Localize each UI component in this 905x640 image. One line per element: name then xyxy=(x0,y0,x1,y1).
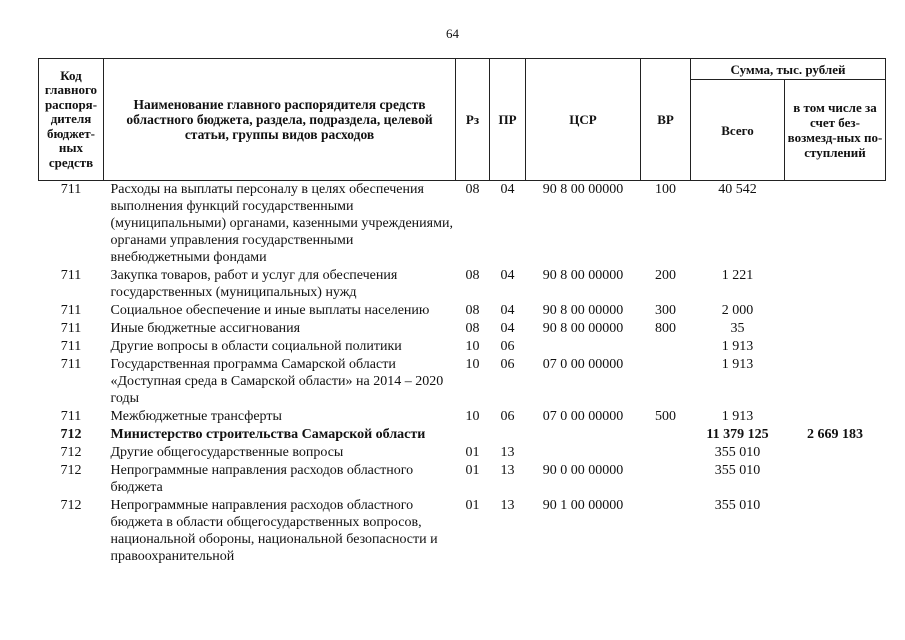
cell-rz xyxy=(456,426,490,444)
cell-code: 711 xyxy=(60,321,82,336)
cell-name: Социальное обеспечение и иные выплаты населению xyxy=(110,303,430,318)
cell-csr: 90 8 00 00000 xyxy=(542,321,624,336)
cell-rz: 01 xyxy=(465,498,480,513)
cell-csr: 07 0 00 00000 xyxy=(542,409,624,424)
cell-total: 35 xyxy=(730,321,745,336)
table-row xyxy=(39,356,886,408)
cell-name: Другие вопросы в области социальной политики xyxy=(110,339,402,354)
cell-pr: 13 xyxy=(500,445,515,460)
cell-rz: 08 xyxy=(465,303,480,318)
cell-rz: 08 xyxy=(465,268,480,283)
table-row xyxy=(39,462,886,497)
cell-vr xyxy=(641,338,691,356)
cell-pr: 06 xyxy=(500,409,515,424)
cell-total: 355 010 xyxy=(714,463,761,478)
cell-rz: 08 xyxy=(465,182,480,197)
header-vr: ВР xyxy=(641,59,691,181)
cell-pr: 04 xyxy=(500,321,515,336)
cell-total: 2 000 xyxy=(721,303,754,318)
cell-rz: 10 xyxy=(465,357,480,372)
table-row xyxy=(39,302,886,320)
table-row xyxy=(39,181,886,268)
table-row xyxy=(39,267,886,302)
cell-csr: 07 0 00 00000 xyxy=(542,357,624,372)
cell-vr xyxy=(641,444,691,462)
cell-free xyxy=(785,181,886,268)
cell-free xyxy=(785,267,886,302)
cell-free xyxy=(785,320,886,338)
cell-name: Государственная программа Самарской области «Доступная среда в Самарской области» на 2014 – 2020 годы xyxy=(110,357,444,406)
cell-code: 712 xyxy=(60,498,82,513)
cell-free xyxy=(785,338,886,356)
header-free: в том числе за счет без-возмезд-ных по-ступлений xyxy=(785,80,886,181)
cell-name: Другие общегосударственные вопросы xyxy=(110,445,344,460)
header-rz: Рз xyxy=(456,59,490,181)
cell-name: Непрограммные направления расходов областного бюджета в области общегосударственных вопросов, национальной обороны, национальной безопасности и правоохранительной xyxy=(110,498,438,564)
cell-code: 712 xyxy=(60,427,82,442)
cell-total: 1 913 xyxy=(721,339,754,354)
cell-name: Министерство строительства Самарской области xyxy=(110,427,426,442)
cell-free xyxy=(785,462,886,497)
cell-free xyxy=(785,356,886,408)
table-row xyxy=(39,408,886,426)
cell-vr xyxy=(641,497,691,566)
cell-code: 711 xyxy=(60,182,82,197)
table-row xyxy=(39,320,886,338)
cell-vr: 200 xyxy=(655,268,676,283)
table-row xyxy=(39,497,886,566)
cell-vr xyxy=(641,462,691,497)
cell-vr: 300 xyxy=(655,303,676,318)
cell-pr: 04 xyxy=(500,182,515,197)
cell-rz: 10 xyxy=(465,339,480,354)
cell-vr: 100 xyxy=(655,182,676,197)
cell-total: 355 010 xyxy=(714,498,761,513)
header-sum-group: Сумма, тыс. рублей xyxy=(691,59,886,80)
cell-rz: 01 xyxy=(465,445,480,460)
cell-csr xyxy=(526,338,641,356)
cell-name: Межбюджетные трансферты xyxy=(110,409,282,424)
cell-total: 1 221 xyxy=(721,268,754,283)
cell-free xyxy=(785,444,886,462)
header-total: Всего xyxy=(691,80,785,181)
cell-vr: 800 xyxy=(655,321,676,336)
cell-code: 711 xyxy=(60,409,82,424)
cell-total: 355 010 xyxy=(714,445,761,460)
cell-pr: 13 xyxy=(500,463,515,478)
cell-pr: 04 xyxy=(500,303,515,318)
cell-csr: 90 1 00 00000 xyxy=(542,498,624,513)
cell-vr xyxy=(641,426,691,444)
cell-rz: 10 xyxy=(465,409,480,424)
cell-pr: 13 xyxy=(500,498,515,513)
cell-pr: 06 xyxy=(500,357,515,372)
cell-code: 711 xyxy=(60,339,82,354)
table-row xyxy=(39,444,886,462)
cell-total: 11 379 125 xyxy=(706,427,769,442)
header-csr: ЦСР xyxy=(526,59,641,181)
cell-csr: 90 0 00 00000 xyxy=(542,463,624,478)
cell-name: Иные бюджетные ассигнования xyxy=(110,321,301,336)
cell-free xyxy=(785,302,886,320)
header-code: Код главного распоря-дителя бюджет-ных средств xyxy=(39,59,104,181)
cell-rz: 01 xyxy=(465,463,480,478)
cell-total: 1 913 xyxy=(721,409,754,424)
table-row xyxy=(39,426,886,444)
cell-pr xyxy=(490,426,526,444)
cell-rz: 08 xyxy=(465,321,480,336)
cell-csr xyxy=(526,426,641,444)
cell-code: 711 xyxy=(60,357,82,372)
cell-vr xyxy=(641,356,691,408)
cell-code: 711 xyxy=(60,303,82,318)
header-name: Наименование главного распорядителя средств областного бюджета, раздела, подраздела, целевой статьи, группы видов расходов xyxy=(104,59,456,181)
cell-total: 40 542 xyxy=(718,182,757,197)
header-pr: ПР xyxy=(490,59,526,181)
cell-vr: 500 xyxy=(655,409,676,424)
cell-csr xyxy=(526,444,641,462)
cell-csr: 90 8 00 00000 xyxy=(542,303,624,318)
cell-code: 712 xyxy=(60,445,82,460)
page-number: 64 xyxy=(446,26,459,41)
cell-csr: 90 8 00 00000 xyxy=(542,182,624,197)
cell-csr: 90 8 00 00000 xyxy=(542,268,624,283)
budget-table xyxy=(38,58,886,566)
table-body xyxy=(39,181,886,567)
cell-code: 711 xyxy=(60,268,82,283)
cell-pr: 06 xyxy=(500,339,515,354)
cell-name: Непрограммные направления расходов областного бюджета xyxy=(110,463,414,495)
cell-code: 712 xyxy=(60,463,82,478)
cell-free xyxy=(785,497,886,566)
cell-free xyxy=(785,408,886,426)
cell-free: 2 669 183 xyxy=(807,427,863,442)
cell-name: Закупка товаров, работ и услуг для обеспечения государственных (муниципальных) нужд xyxy=(110,268,398,300)
table-header xyxy=(39,59,886,181)
table-row xyxy=(39,338,886,356)
cell-pr: 04 xyxy=(500,268,515,283)
cell-total: 1 913 xyxy=(721,357,754,372)
cell-name: Расходы на выплаты персоналу в целях обеспечения выполнения функций государственными (муниципальными) органами, казенными учреждениями, органами управления государственными внебюджетными фондами xyxy=(110,182,453,265)
